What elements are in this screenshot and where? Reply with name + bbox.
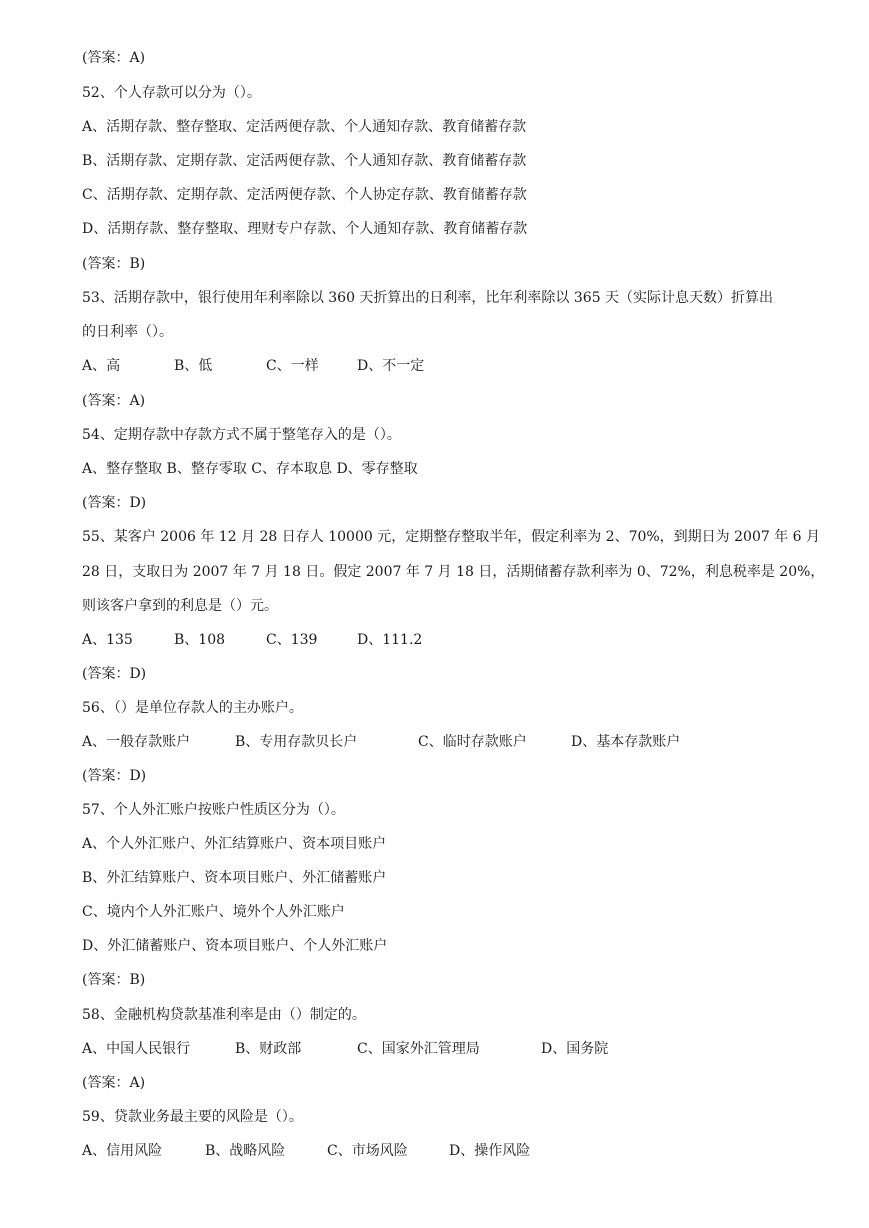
question-55-continued: 则该客户拿到的利息是（）元。 [82,598,278,614]
answer-line: (答案：D) [82,495,147,511]
option-line: A、活期存款、整存整取、定活两便存款、个人通知存款、教育储蓄存款 [82,119,527,135]
option-a: A、信用风险 [82,1143,163,1159]
question-55: 55、某客户 2006 年 12 月 28 日存人 10000 元，定期整存整取半年，假定利率为 2、70%，到期日为 2007 年 6 月 [82,529,821,545]
question-59: 59、贷款业务最主要的风险是（）。 [82,1109,303,1125]
option-b: B、财政部 [235,1041,302,1057]
question-56: 56、（）是单位存款人的主办账户。 [82,700,303,716]
option-c: C、市场风险 [327,1143,408,1159]
option-b: B、专用存款贝长户 [235,734,358,750]
question-53: 53、活期存款中，银行使用年利率除以 360 天折算出的日利率，比年利率除以 365 天（实际计息天数）折算出 [82,290,774,306]
option-d: D、基本存款账户 [571,734,681,750]
answer-line: (答案：B) [82,256,146,272]
option-c: C、一样 [266,358,319,374]
option-d: D、111.2 [357,632,423,648]
option-c: C、国家外汇管理局 [357,1041,480,1057]
option-b: B、低 [174,358,213,374]
option-line: A、个人外汇账户、外汇结算账户、资本项目账户 [82,836,387,852]
question-52: 52、个人存款可以分为（）。 [82,85,261,101]
answer-line: (答案：A) [82,393,146,409]
answer-line: (答案：A) [82,1075,146,1091]
answer-line: (答案：B) [82,972,146,988]
option-b: B、108 [174,632,226,648]
option-line: D、外汇储蓄账户、资本项目账户、个人外汇账户 [82,938,388,954]
option-c: C、139 [266,632,318,648]
answer-line: (答案：D) [82,768,147,784]
option-b: B、战略风险 [205,1143,286,1159]
option-line: D、活期存款、整存整取、理财专户存款、个人通知存款、教育储蓄存款 [82,221,528,237]
option-line: B、外汇结算账户、资本项目账户、外汇储蓄账户 [82,870,387,886]
answer-line: (答案：D) [82,666,147,682]
question-58: 58、金融机构贷款基准利率是由（）制定的。 [82,1007,366,1023]
question-57: 57、个人外汇账户按账户性质区分为（）。 [82,802,345,818]
option-a: A、高 [82,358,121,374]
option-c: C、临时存款账户 [418,734,527,750]
option-line: B、活期存款、定期存款、定活两便存款、个人通知存款、教育储蓄存款 [82,153,527,169]
question-53-continued: 的日利率（）。 [82,324,173,340]
answer-line: (答案：A) [82,50,146,66]
question-54: 54、定期存款中存款方式不属于整笔存入的是（）。 [82,427,401,443]
option-line: C、活期存款、定期存款、定活两便存款、个人协定存款、教育储蓄存款 [82,187,527,203]
option-a: A、中国人民银行 [82,1041,191,1057]
option-a: A、一般存款账户 [82,734,191,750]
option-d: D、国务院 [541,1041,609,1057]
option-d: D、操作风险 [449,1143,531,1159]
option-line: A、整存整取 B、整存零取 C、存本取息 D、零存整取 [82,461,418,477]
question-55-continued: 28 日，支取日为 2007 年 7 月 18 日。假定 2007 年 7 月 18 日，活期储蓄存款利率为 0、72%，利息税率是 20%， [82,564,825,580]
option-a: A、135 [82,632,133,648]
option-line: C、境内个人外汇账户、境外个人外汇账户 [82,904,345,920]
option-d: D、不一定 [357,358,425,374]
